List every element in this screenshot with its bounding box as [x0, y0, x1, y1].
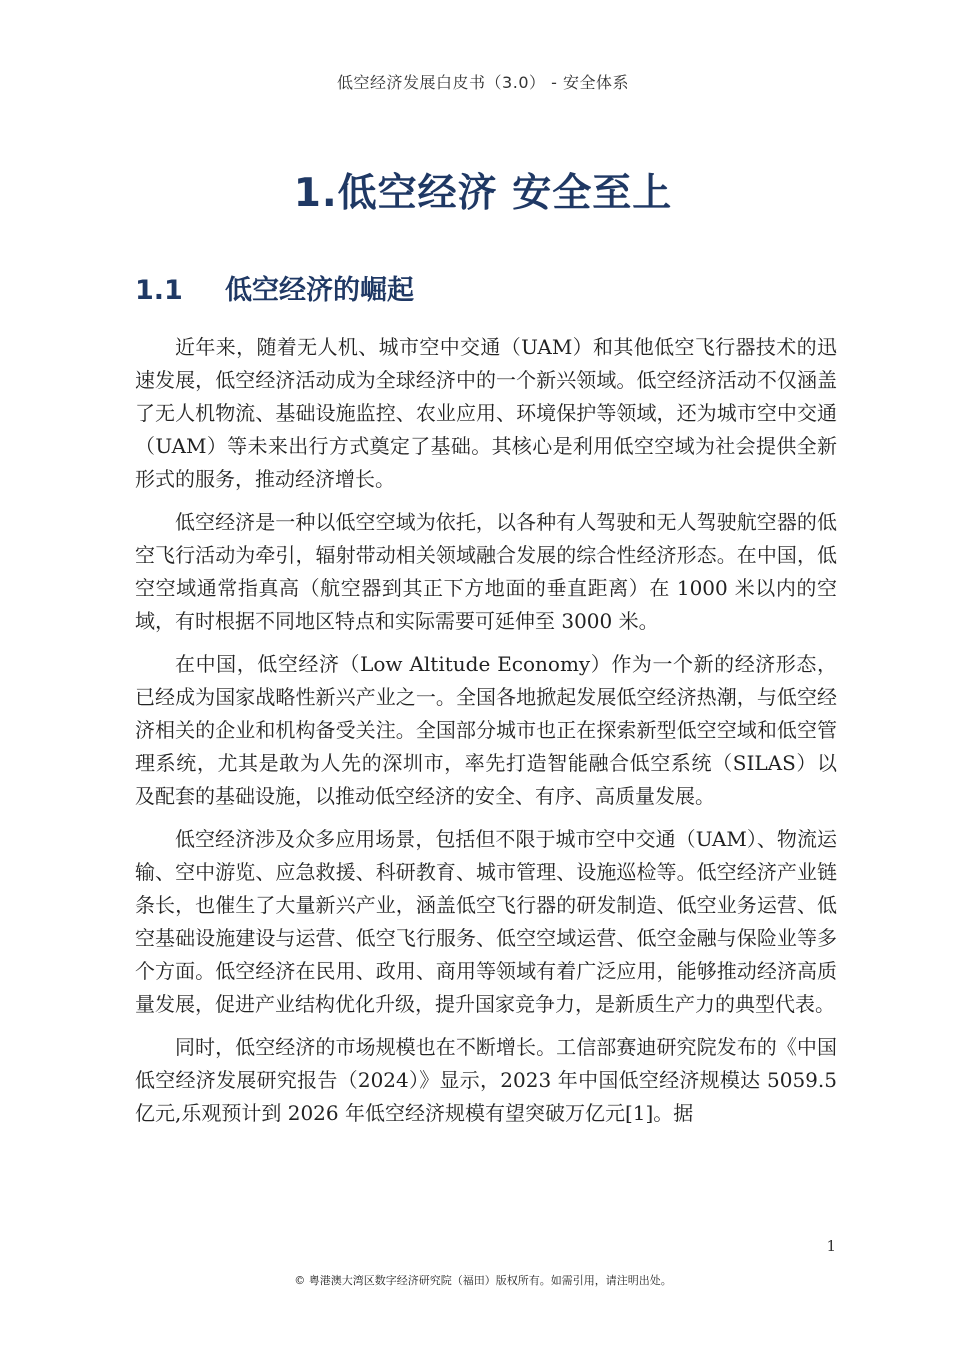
page-number: 1 — [826, 1237, 836, 1255]
section-heading — [135, 268, 414, 307]
section-title: 低空经济的崛起 — [225, 275, 414, 306]
copyright-footer: © 粤港澳大湾区数字经济研究院（福田）版权所有。如需引用，请注明出处。 — [294, 1274, 672, 1287]
paragraph: 近年来，随着无人机、城市空中交通（UAM）和其他低空飞行器技术的迅速发展，低空经济活动成为全球经济中的一个新兴领域。低空经济活动不仅涵盖了无人机物流、基础设施监控、农业应用、环境保护等领域，还为城市空中交通（UAM）等未来出行方式奠定了基础。其核心是利用低空空域为社会提供全新形式的服务，推动经济增长。 — [135, 335, 837, 491]
chapter-title: 1.低空经济 安全至上 — [293, 171, 673, 216]
section-number: 1.1 — [135, 275, 183, 306]
body-text — [135, 331, 837, 1140]
paragraph: 低空经济是一种以低空空域为依托，以各种有人驾驶和无人驾驶航空器的低空飞行活动为牵引，辐射带动相关领域融合发展的综合性经济形态。在中国，低空空域通常指真高（航空器到其正下方地面的垂直距离）在 1000 米以内的空域，有时根据不同地区特点和实际需要可延伸至 3000 米。 — [135, 510, 837, 633]
paragraph: 低空经济涉及众多应用场景，包括但不限于城市空中交通（UAM）、物流运输、空中游览、应急救援、科研教育、城市管理、设施巡检等。低空经济产业链条长，也催生了大量新兴产业，涵盖低空飞行器的研发制造、低空业务运营、低空基础设施建设与运营、低空飞行服务、低空空域运营、低空金融与保险业等多个方面。低空经济在民用、政用、商用等领域有着广泛应用，能够推动经济高质量发展，促进产业结构优化升级，提升国家竞争力，是新质生产力的典型代表。 — [135, 827, 837, 1016]
paragraph: 同时，低空经济的市场规模也在不断增长。工信部赛迪研究院发布的《中国低空经济发展研究报告（2024）》显示，2023 年中国低空经济规模达 5059.5 亿元,乐观预计到 2026 年低空经济规模有望突破万亿元[1]。据 — [135, 1035, 837, 1125]
paragraph: 在中国，低空经济（Low Altitude Economy）作为一个新的经济形态，已经成为国家战略性新兴产业之一。全国各地掀起发展低空经济热潮，与低空经济相关的企业和机构备受关注。全国部分城市也正在探索新型低空空域和低空管理系统，尤其是敢为人先的深圳市，率先打造智能融合低空系统（SILAS）以及配套的基础设施，以推动低空经济的安全、有序、高质量发展。 — [135, 652, 837, 808]
running-header: 低空经济发展白皮书（3.0） - 安全体系 — [337, 73, 629, 92]
